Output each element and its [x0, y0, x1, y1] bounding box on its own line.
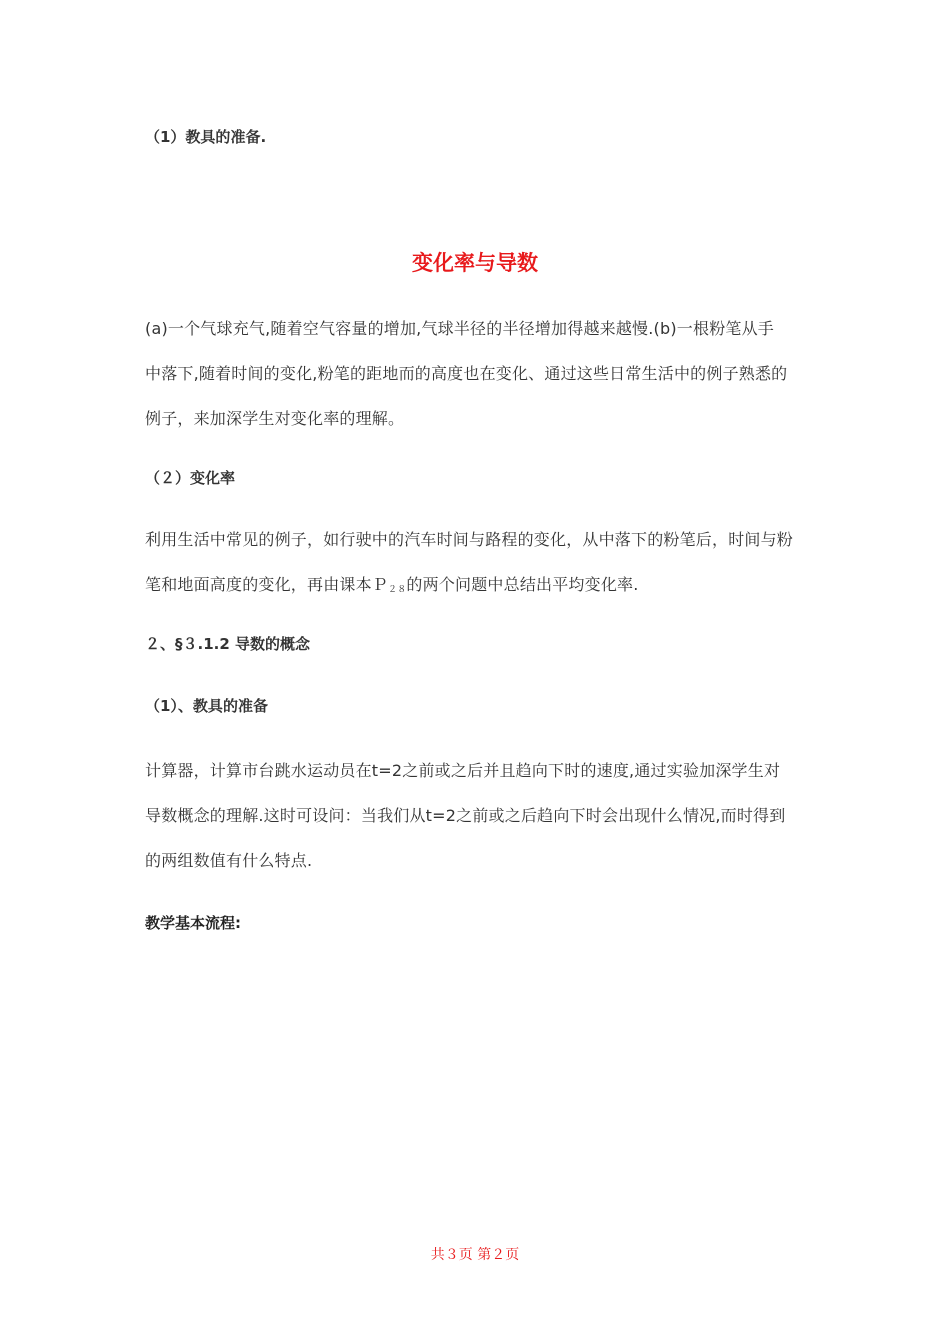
paragraph-line: 利用生活中常见的例子，如行驶中的汽车时间与路程的变化，从中落下的粉笔后，时间与粉 [145, 530, 794, 549]
section-heading-rate-of-change: （２）变化率 [145, 469, 236, 487]
paragraph-line: 计算器，计算市台跳水运动员在t=2之前或之后并且趋向下时的速度,通过实验加深学生对 [145, 761, 781, 780]
page-footer: 共３页 第２页 [430, 1247, 520, 1263]
paragraph-line: 例子，来加深学生对变化率的理解。 [145, 409, 405, 428]
paragraph-examples [145, 306, 810, 441]
paragraph-line [145, 562, 810, 613]
document-title: 变化率与导数 [412, 251, 538, 275]
paragraph-text: 笔和地面高度的变化，再由课本Ｐ [145, 575, 389, 594]
paragraph-line: 中落下,随着时间的变化,粉笔的距地而的高度也在变化、通过这些日常生活中的例子熟悉的 [145, 364, 788, 383]
section-heading-tools-preparation: （1）教具的准备. [145, 128, 267, 146]
paragraph-line: 导数概念的理解.这时可设问：当我们从t=2之前或之后趋向下时会出现什么情况,而时得到 [145, 806, 786, 825]
paragraph-rate-of-change [145, 517, 810, 613]
section-heading-teaching-flow: 教学基本流程: [145, 914, 241, 932]
paragraph-line: (a)一个气球充气,随着空气容量的增加,气球半径的半径增加得越来越慢.(b)一根粉笔从手 [145, 319, 774, 338]
paragraph-calculator [145, 748, 810, 883]
paragraph-line: 的两组数值有什么特点. [145, 851, 313, 870]
section-heading-derivative-concept: ２、§３.1.2 导数的概念 [145, 635, 310, 653]
paragraph-text: 的两个问题中总结出平均变化率. [406, 575, 639, 594]
page-number-subscript: ２８ [388, 585, 407, 595]
section-heading-tools-preparation-2: （1）、教具的准备 [145, 697, 268, 715]
